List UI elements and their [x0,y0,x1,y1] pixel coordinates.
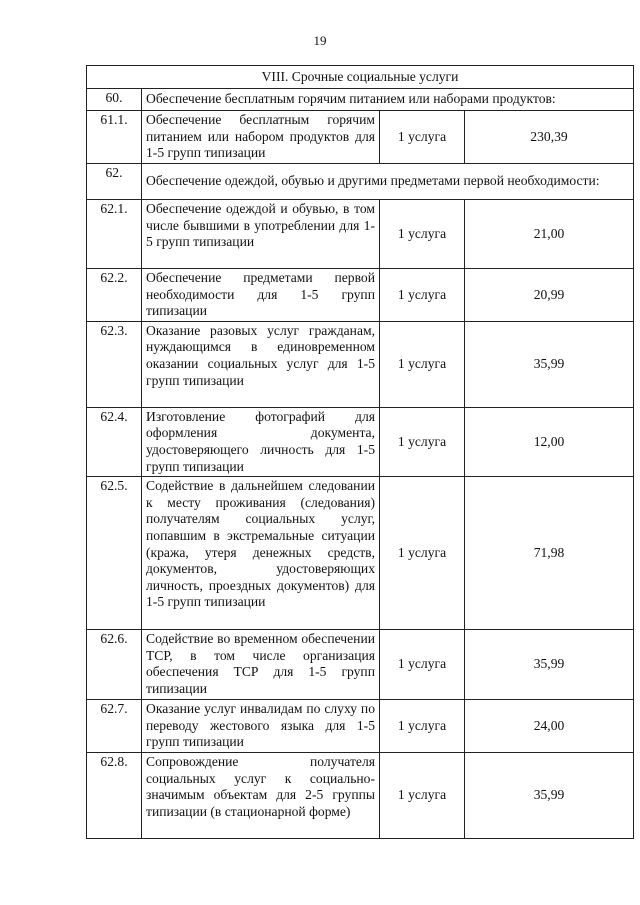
table-row [87,630,634,700]
item-price: 35,99 [465,321,634,407]
item-unit: 1 услуга [380,752,465,838]
table-row [87,752,634,838]
item-name: Оказание разовых услуг гражданам, нуждающимся в единовременном оказании социальных услуг для 1-5 групп типизации [142,321,380,407]
item-price: 230,39 [465,111,634,164]
item-price: 71,98 [465,477,634,630]
item-price: 35,99 [465,752,634,838]
group-row [87,89,634,111]
item-name: Сопровождение получателя социальных услуг к социально-значимым объектам для 2-5 группы типизации (в стационарной форме) [142,752,380,838]
group-title: Обеспечение бесплатным горячим питанием или наборами продуктов: [142,89,634,111]
item-name: Оказание услуг инвалидам по слуху по переводу жестового языка для 1-5 групп типизации [142,700,380,753]
item-number: 62.5. [87,477,142,630]
item-number: 62.7. [87,700,142,753]
table-row [87,321,634,407]
item-name: Обеспечение предметами первой необходимости для 1-5 групп типизации [142,269,380,322]
item-name: Изготовление фотографий для оформления документа, удостоверяющего личность для 1-5 групп типизации [142,407,380,476]
group-number: 62. [87,164,142,200]
page-number: 19 [313,33,327,48]
item-unit: 1 услуга [380,407,465,476]
group-row [87,164,634,200]
table-row [87,111,634,164]
table-row [87,700,634,753]
table-row [87,407,634,476]
item-number: 62.2. [87,269,142,322]
item-number: 62.8. [87,752,142,838]
item-name: Содействие во временном обеспечении ТСР, в том числе организация обеспечения ТСР для 1-5 групп типизации [142,630,380,700]
table-row [87,477,634,630]
item-unit: 1 услуга [380,700,465,753]
item-price: 35,99 [465,630,634,700]
item-number: 62.1. [87,200,142,269]
item-unit: 1 услуга [380,111,465,164]
item-number: 61.1. [87,111,142,164]
group-title: Обеспечение одеждой, обувью и другими предметами первой необходимости: [142,164,634,200]
item-unit: 1 услуга [380,269,465,322]
item-unit: 1 услуга [380,321,465,407]
item-price: 21,00 [465,200,634,269]
table-row [87,269,634,322]
item-price: 12,00 [465,407,634,476]
item-name: Обеспечение одеждой и обувью, в том числе бывшими в употреблении для 1-5 групп типизации [142,200,380,269]
item-price: 20,99 [465,269,634,322]
item-unit: 1 услуга [380,477,465,630]
item-unit: 1 услуга [380,200,465,269]
table-row [87,200,634,269]
section-header-row [87,66,634,89]
item-name: Содействие в дальнейшем следовании к месту проживания (следования) получателям социальных услуг, попавшим в экстремальные ситуации (кража, утеря денежных средств, документов, удостоверяющих личность, проездных документов) для 1-5 групп типизации [142,477,380,630]
group-number: 60. [87,89,142,111]
item-price: 24,00 [465,700,634,753]
item-name: Обеспечение бесплатным горячим питанием или набором продуктов для 1-5 групп типизации [142,111,380,164]
item-number: 62.6. [87,630,142,700]
section-title: VIII. Срочные социальные услуги [87,66,634,89]
item-unit: 1 услуга [380,630,465,700]
item-number: 62.3. [87,321,142,407]
services-table [86,65,634,839]
item-number: 62.4. [87,407,142,476]
